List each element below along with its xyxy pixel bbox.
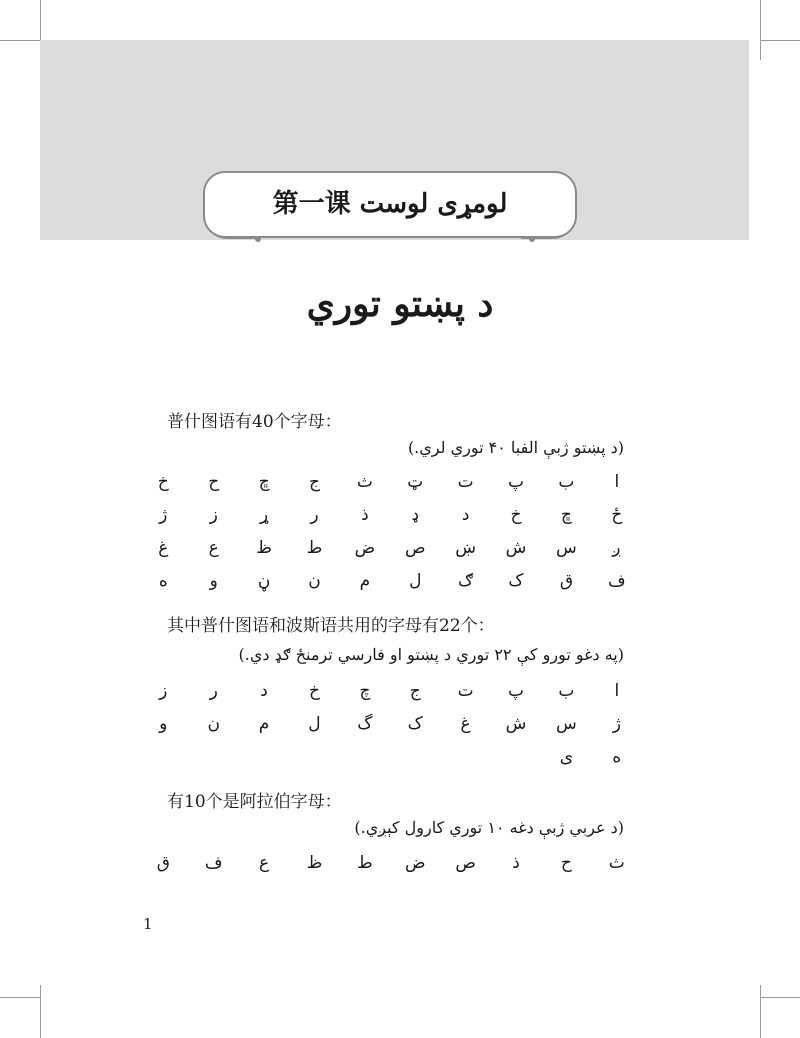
letter-grid <box>138 465 642 597</box>
letter: ت <box>457 471 474 492</box>
letter: ژ <box>159 504 168 525</box>
crop-mark <box>0 997 40 998</box>
letter: ک <box>508 570 524 591</box>
letter: ف <box>607 570 626 591</box>
letter: ح <box>208 471 220 492</box>
letter: ڇ <box>560 504 572 525</box>
letter: ط <box>356 852 373 873</box>
letter: ټ <box>407 471 424 492</box>
letter: ا <box>614 680 620 701</box>
letter: ذ <box>361 504 369 525</box>
letter: ص <box>455 852 476 873</box>
letter: د <box>461 504 470 525</box>
letter: پ <box>508 471 525 492</box>
letter: ش <box>505 537 527 558</box>
letter: ل <box>308 713 321 734</box>
letter: ږ <box>612 537 622 558</box>
letter: و <box>209 570 218 591</box>
letter: ډ <box>411 504 420 525</box>
letter-row <box>138 674 642 707</box>
letter: ف <box>204 852 223 873</box>
lesson-heading: 第一课 لومړی لوست <box>272 189 508 219</box>
letter: ن <box>308 570 321 591</box>
letter: ض <box>354 537 376 558</box>
letter: خ <box>308 680 320 701</box>
letter: و <box>159 713 168 734</box>
letter: ب <box>558 471 575 492</box>
letter: ق <box>559 570 574 591</box>
letter: ش <box>505 713 527 734</box>
section-note-zh: 普什图语有40个字母： <box>167 412 342 432</box>
letter-grid <box>138 846 642 879</box>
crop-mark <box>760 997 800 998</box>
letter: ل <box>409 570 422 591</box>
letter: س <box>556 537 577 558</box>
section-note-ps: (په دغو تورو کې ۲۲ توري د پښتو او فارسي ترمنځ ګډ دي.) <box>238 645 624 664</box>
letter-row <box>138 846 642 879</box>
letter: ه <box>612 746 622 767</box>
letter: د <box>260 680 268 701</box>
letter-row <box>138 465 642 498</box>
letter: خ <box>510 504 522 525</box>
letter-row <box>138 564 642 597</box>
letter: ژ <box>612 713 621 734</box>
letter-row <box>138 707 642 740</box>
letter: ڇ <box>258 471 270 492</box>
letter: ظ <box>306 852 323 873</box>
letter: ځ <box>611 504 623 525</box>
letter-row <box>138 498 642 531</box>
crop-mark <box>40 985 41 1038</box>
letter: ز <box>209 504 218 525</box>
letter: ړ <box>259 504 269 525</box>
letter: ز <box>159 680 168 701</box>
letter: م <box>359 570 371 591</box>
letter: خ <box>157 471 169 492</box>
letter: ڼ <box>257 570 271 591</box>
letter: ض <box>404 852 426 873</box>
letter: ت <box>457 680 474 701</box>
letter: ب <box>558 680 575 701</box>
letter: ح <box>560 852 572 873</box>
letter: ق <box>156 852 170 873</box>
letter: ع <box>208 537 219 558</box>
letter: ص <box>404 537 426 558</box>
letter: ګ <box>458 570 474 591</box>
letter: ک <box>407 713 423 734</box>
letter-row <box>138 740 642 773</box>
letter: ط <box>306 537 323 558</box>
letter: ث <box>608 852 625 873</box>
letter: ا <box>614 471 620 492</box>
letter: ع <box>258 852 270 873</box>
letter: ج <box>308 471 320 492</box>
letter: غ <box>460 713 471 734</box>
letter: ر <box>209 680 218 701</box>
letter: چ <box>359 680 371 701</box>
crop-mark <box>0 40 40 41</box>
letter: غ <box>158 537 169 558</box>
letter: ث <box>356 471 373 492</box>
crop-mark <box>760 0 761 60</box>
crop-mark <box>760 985 761 1038</box>
letter: ر <box>310 504 319 525</box>
letter: ی <box>559 746 574 767</box>
letter-grid <box>138 674 642 773</box>
page-title: د پښتو توري <box>306 283 494 325</box>
letter: ه <box>158 570 168 591</box>
page-number: 1 <box>143 915 153 933</box>
section-note-ps: (د عربي ژبې دغه ۱۰ توري کارول کېږي.) <box>354 818 624 837</box>
letter: م <box>258 713 270 734</box>
letter: س <box>556 713 577 734</box>
letter: ج <box>409 680 421 701</box>
letter: ن <box>207 713 220 734</box>
letter: ښ <box>455 537 477 558</box>
letter: ظ <box>256 537 272 558</box>
letter: گ <box>357 713 373 734</box>
section-note-zh: 有10个是阿拉伯字母： <box>167 792 342 812</box>
letter: پ <box>508 680 525 701</box>
letter-row <box>138 531 642 564</box>
section-note-ps: (د پښتو ژبې الفبا ۴۰ توري لري.) <box>407 438 624 457</box>
crop-mark <box>760 40 800 41</box>
section-note-zh: 其中普什图语和波斯语共用的字母有22个： <box>167 616 495 636</box>
letter: ذ <box>512 852 520 873</box>
